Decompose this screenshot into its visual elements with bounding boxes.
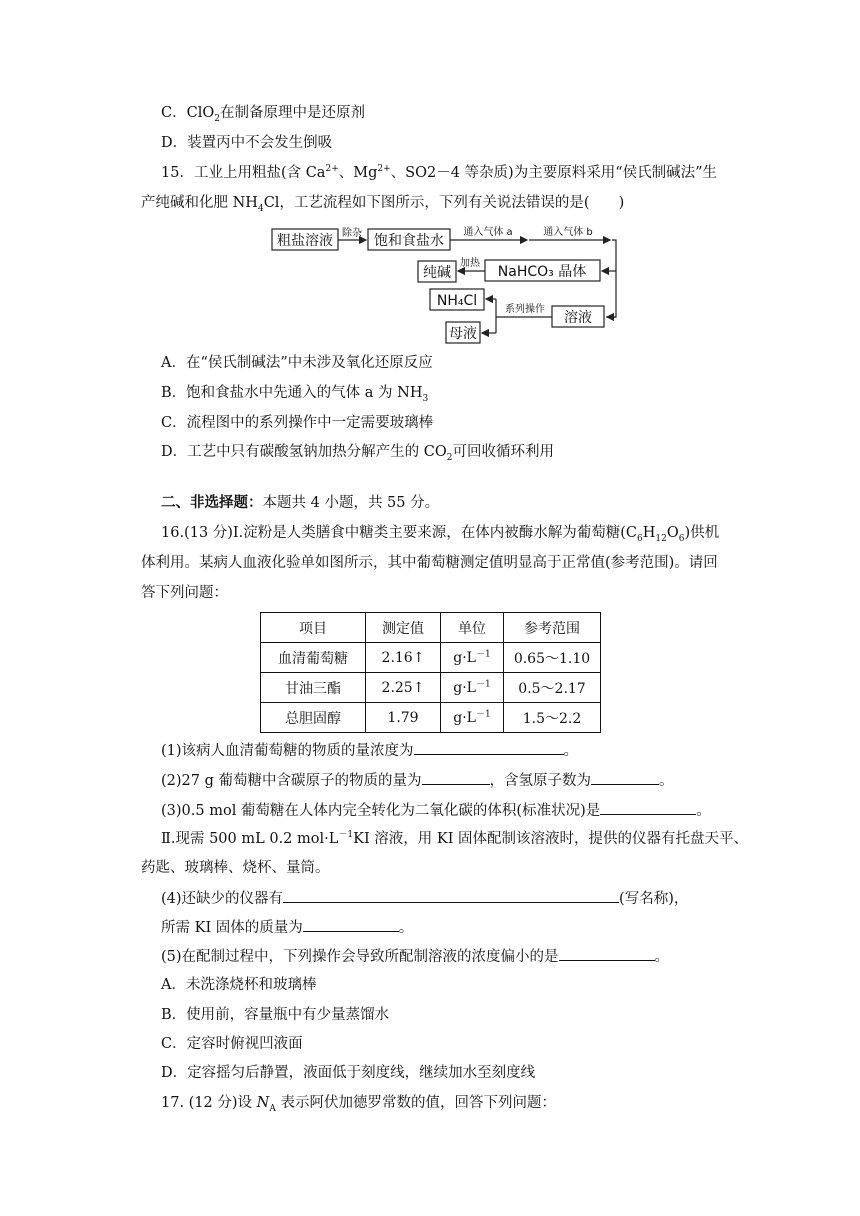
table-header-cell: 参考范围 <box>504 613 601 643</box>
q16-option-b: B．使用前，容量瓶中有少量蒸馏水 <box>161 1007 390 1023</box>
answer-blank[interactable] <box>414 740 564 755</box>
table-cell: 1.5～2.2 <box>504 703 601 733</box>
q16-option-c: C．定容时俯视凹液面 <box>161 1036 303 1052</box>
table-row <box>261 673 601 703</box>
q15-stem-line2: 产纯碱和化肥 $NH_4Cl$，工艺流程如下图所示，下列有关说法错误的是( ) <box>141 195 625 214</box>
table-cell: 2.25↑ <box>366 673 441 703</box>
flow-arrow-heating-label: 加热 <box>460 258 480 269</box>
flow-connector-right <box>606 240 616 317</box>
flow-arrow-gas-a-label: 通入气体 a <box>463 227 513 238</box>
q16-option-a: A．未洗涤烧杯和玻璃棒 <box>161 977 317 993</box>
table-cell: 总胆固醇 <box>261 703 366 733</box>
q16-option-d: D．定容摇匀后静置，液面低于刻度线，继续加水至刻度线 <box>161 1065 536 1081</box>
q15-option-d: D．工艺中只有碳酸氢钠加热分解产生的 $CO_2$可回收循环利用 <box>161 444 554 463</box>
table-header-cell: 测定值 <box>366 613 441 643</box>
flow-box-mother-liquor-label: 母液 <box>449 326 477 342</box>
table-cell: $g\cdot L^{-1}$ <box>441 673 504 703</box>
flow-box-solution-label: 溶液 <box>564 310 592 326</box>
answer-blank[interactable] <box>600 800 696 815</box>
q16-part5: (5)在配制过程中，下列操作会导致所配制溶液的浓度偏小的是 。 <box>161 946 669 967</box>
process-flow-diagram <box>270 226 630 344</box>
table-row <box>261 703 601 733</box>
answer-blank[interactable] <box>559 946 655 961</box>
flow-box-crude-brine-label: 粗盐溶液 <box>277 233 333 249</box>
table-row <box>261 643 601 673</box>
q16-part4: (4)还缺少的仪器有 (写名称)， <box>161 888 688 909</box>
table-header-cell: 单位 <box>441 613 504 643</box>
table-cell: $g\cdot L^{-1}$ <box>441 703 504 733</box>
table-cell: 2.16↑ <box>366 643 441 673</box>
answer-blank[interactable] <box>422 770 490 785</box>
table-cell: 0.5～2.17 <box>504 673 601 703</box>
table-header-cell: 项目 <box>261 613 366 643</box>
q16-part2: (2)27 g 葡萄糖中含碳原子的物质的量为 ，含氢原子数为 。 <box>161 770 674 791</box>
flow-arrow-impurity-removal-label: 除杂 <box>342 228 362 239</box>
q16-stem-line3: 答下列问题： <box>141 585 228 601</box>
answer-blank[interactable] <box>303 917 399 932</box>
q14-option-c: C．ClO$_2$在制备原理中是还原剂 <box>161 105 365 124</box>
q17-stem: 17. (12 分)设 $N_A$ 表示阿伏加德罗常数的值，回答下列问题： <box>161 1095 556 1114</box>
answer-blank[interactable] <box>591 770 659 785</box>
q16-part2-intro-line2: 药匙、玻璃棒、烧杯、量筒。 <box>141 860 330 876</box>
q15-option-a: A．在“侯氏制碱法”中未涉及氧化还原反应 <box>161 355 433 371</box>
flow-arrow-series-ops-label: 系列操作 <box>505 304 545 315</box>
q16-part1: (1)该病人血清葡萄糖的物质的量浓度为 。 <box>161 740 578 761</box>
table-cell: 甘油三酯 <box>261 673 366 703</box>
flow-box-nh4cl-label: NH₄Cl <box>436 293 478 309</box>
answer-blank[interactable] <box>283 888 619 903</box>
blood-test-table <box>260 612 601 733</box>
table-header-row <box>261 613 601 643</box>
table-cell: 血清葡萄糖 <box>261 643 366 673</box>
q15-option-b: B．饱和食盐水中先通入的气体 a 为 $NH_3$ <box>161 385 429 404</box>
table-cell: 0.65～1.10 <box>504 643 601 673</box>
q16-stem-line2: 体利用。某病人血液化验单如图所示，其中葡萄糖测定值明显高于正常值(参考范围)。请回 <box>141 555 718 571</box>
q16-part2-intro-line1: Ⅱ.现需 500 mL 0.2 $mol\cdot L^{-1}KI$ 溶液，用 KI 固体配制该溶液时，提供的仪器有托盘天平、 <box>161 830 749 847</box>
section-2-heading: 二、非选择题：本题共 4 小题，共 55 分。 <box>161 494 440 511</box>
flow-box-soda-ash-label: 纯碱 <box>423 265 451 281</box>
q15-stem-line1: 15．工业上用粗盐(含 $Ca^{2+}$、$Mg^{2+}$、SO2－4 等杂质)为主要原料采用“侯氏制碱法”生 <box>161 164 718 181</box>
q16-stem-line1: 16.(13 分)Ⅰ.淀粉是人类膳食中糖类主要来源，在体内被酶水解为葡萄糖$(C_6H_{12}O_6)$供机 <box>161 525 720 544</box>
table-cell: $g\cdot L^{-1}$ <box>441 643 504 673</box>
q16-part4-line2: 所需 KI 固体的质量为 。 <box>161 917 413 938</box>
q15-option-c: C．流程图中的系列操作中一定需要玻璃棒 <box>161 415 434 431</box>
flow-arrow-gas-b-label: 通入气体 b <box>543 227 593 238</box>
q16-part3: (3)0.5 mol 葡萄糖在人体内完全转化为二氧化碳的体积(标准状况)是 。 <box>161 800 711 821</box>
table-cell: 1.79 <box>366 703 441 733</box>
q14-option-d: D．装置丙中不会发生倒吸 <box>161 135 333 151</box>
flow-box-saturated-brine-label: 饱和食盐水 <box>374 233 444 249</box>
flow-box-nahco3-crystal-label: NaHCO₃ 晶体 <box>497 264 587 280</box>
